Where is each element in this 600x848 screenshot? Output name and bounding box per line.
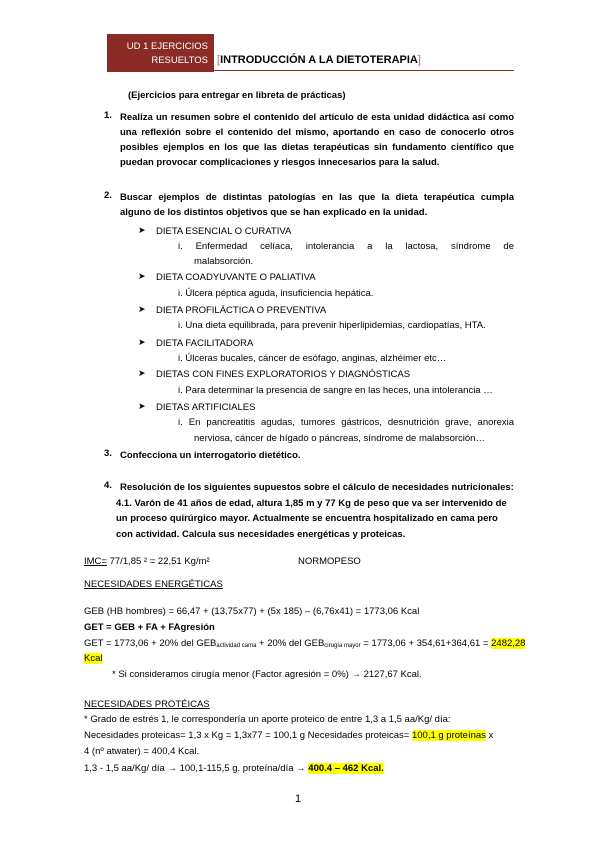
get-result-unit: Kcal (84, 653, 103, 664)
imc-value: 77/1,85 ² = 22,51 Kg/m² (106, 556, 210, 567)
arrow-bullet-icon: ➤ (138, 337, 146, 347)
diet-type-6: DIETAS ARTIFICIALES (156, 402, 256, 413)
q1-line2: una reflexión sobre el contenido del mismo, aportando en caso de conocerlo otros (120, 127, 514, 138)
protein-heading: NECESIDADES PROTÉICAS (84, 699, 210, 710)
q2-number: 2. (104, 190, 112, 201)
minor-surgery-note: * Si consideramos cirugía menor (Factor agresión = 0%) → 2127,67 Kcal. (112, 669, 422, 680)
diet-example-6a: i. En pancreatitis agudas, tumores gástricos, desnutrición grave, anorexia (178, 417, 514, 428)
diet-type-3: DIETA PROFILÁCTICA O PREVENTIVA (156, 305, 327, 316)
q2-line1: Buscar ejemplos de distintas patologías en las que la dieta terapéutica cumpla (120, 192, 514, 203)
protein-grams-highlight: 100,1 g proteínas (411, 730, 486, 741)
q1-number: 1. (104, 110, 112, 121)
q1-line4: puedan provocar complicaciones y riesgos innecesarios para la salud. (120, 157, 440, 168)
q4-line4: con actividad. Calcula sus necesidades energéticas y proteicas. (116, 529, 406, 540)
get-formula: GET = GEB + FA + FAgresión (84, 622, 215, 633)
q2-line2: alguno de los distintos objetivos que se han explicado en la unidad. (120, 207, 428, 218)
diet-example-3: i. Una dieta equilibrada, para prevenir hiperlipidemias, cardiopatías, HTA. (178, 320, 486, 331)
diet-example-1a: i. Enfermedad celíaca, intolerancia a la lactosa, síndrome de (178, 241, 514, 252)
unit-header-box (107, 34, 214, 72)
imc-label: IMC= (84, 556, 107, 567)
diet-example-6b: nerviosa, cáncer de hígado o páncreas, síndrome de malabsorción… (194, 433, 485, 444)
diet-example-4: i. Úlceras bucales, cáncer de esófago, anginas, alzhéimer etc… (178, 353, 447, 364)
imc-class: NORMOPESO (298, 556, 361, 567)
q3-text: Confecciona un interrogatorio dietético. (120, 450, 301, 461)
q3-number: 3. (104, 448, 112, 459)
intro-note: (Ejercicios para entregar en libreta de prácticas) (128, 90, 346, 101)
q4-line2: 4.1. Varón de 41 años de edad, altura 1,85 m y 77 Kg de peso que va ser intervenido de (116, 498, 507, 509)
arrow-bullet-icon: ➤ (138, 271, 146, 281)
unit-label-line1: UD 1 EJERCICIOS (126, 41, 208, 52)
arrow-bullet-icon: ➤ (138, 368, 146, 378)
diet-type-1: DIETA ESENCIAL O CURATIVA (156, 226, 292, 237)
get-calculation: GET = 1773,06 + 20% del $GEB_{actividad cama} + 20\%$ del $GEB_{cirugía mayor} = 1773,06 + 354,61+364,61 = 2482,28$ (84, 638, 526, 649)
q4-line1: Resolución de los siguientes supuestos sobre el cálculo de necesidades nutricionales: (120, 482, 514, 493)
energy-heading: NECESIDADES ENERGÉTICAS (84, 579, 223, 590)
title-text: INTRODUCCIÓN A LA DIETOTERAPIA (220, 54, 418, 66)
protein-kcal-highlight: 400.4 – 462 Kcal. (308, 763, 384, 774)
diet-example-1b: malabsorción. (194, 256, 254, 267)
protein-line4: 1,3 - 1,5 aa/Kg/ día → 100,1-115,5 g. proteína/día → 400.4 – 462 Kcal. (84, 763, 384, 774)
header-rule (214, 70, 514, 71)
q4-number: 4. (104, 480, 112, 491)
imc-row (84, 554, 210, 569)
get-result: 2482,28 (491, 638, 526, 649)
arrow-bullet-icon: ➤ (138, 401, 146, 411)
arrow-bullet-icon: ➤ (138, 304, 146, 314)
protein-line3: 4 (nº atwater) = 400,4 Kcal. (84, 746, 200, 757)
diet-example-5: i. Para determinar la presencia de sangre en las heces, una intolerancia … (178, 385, 493, 396)
page-number: 1 (295, 793, 302, 805)
q1-line1: Realiza un resumen sobre el contenido del artículo de esta unidad didáctica así como (120, 112, 514, 123)
q4-line3: un proceso quirúrgico mayor. Actualmente se encuentra hospitalizado en cama pero (116, 513, 498, 524)
protein-line2: Necesidades proteicas= 1,3 x Kg = 1,3x77 = 100,1 g Necesidades proteicas= 100,1 g proteínas x (84, 730, 494, 741)
diet-type-5: DIETAS CON FINES EXPLORATORIOS Y DIAGNÓSTICAS (156, 369, 411, 380)
protein-line1: * Grado de estrés 1, le correspondería un aporte proteico de entre 1,3 a 1,5 aa/Kg/ día: (84, 714, 451, 725)
diet-example-2: i. Úlcera péptica aguda, insuficiencia hepática. (178, 288, 374, 299)
q1-line3: posibles ejemplos en los que las dietas terapéuticas sin fundamento científico que (120, 142, 514, 153)
geb-formula: GEB (HB hombres) = 66,47 + (13,75x77) + (5x 185) – (6,76x41) = 1773,06 Kcal (84, 606, 420, 617)
unit-label-line2: RESUELTOS (151, 55, 208, 66)
diet-type-2: DIETA COADYUVANTE O PALIATIVA (156, 272, 316, 283)
arrow-bullet-icon: ➤ (138, 225, 146, 235)
document-title: [INTRODUCCIÓN A LA DIETOTERAPIA] (217, 54, 421, 66)
diet-type-4: DIETA FACILITADORA (156, 338, 254, 349)
